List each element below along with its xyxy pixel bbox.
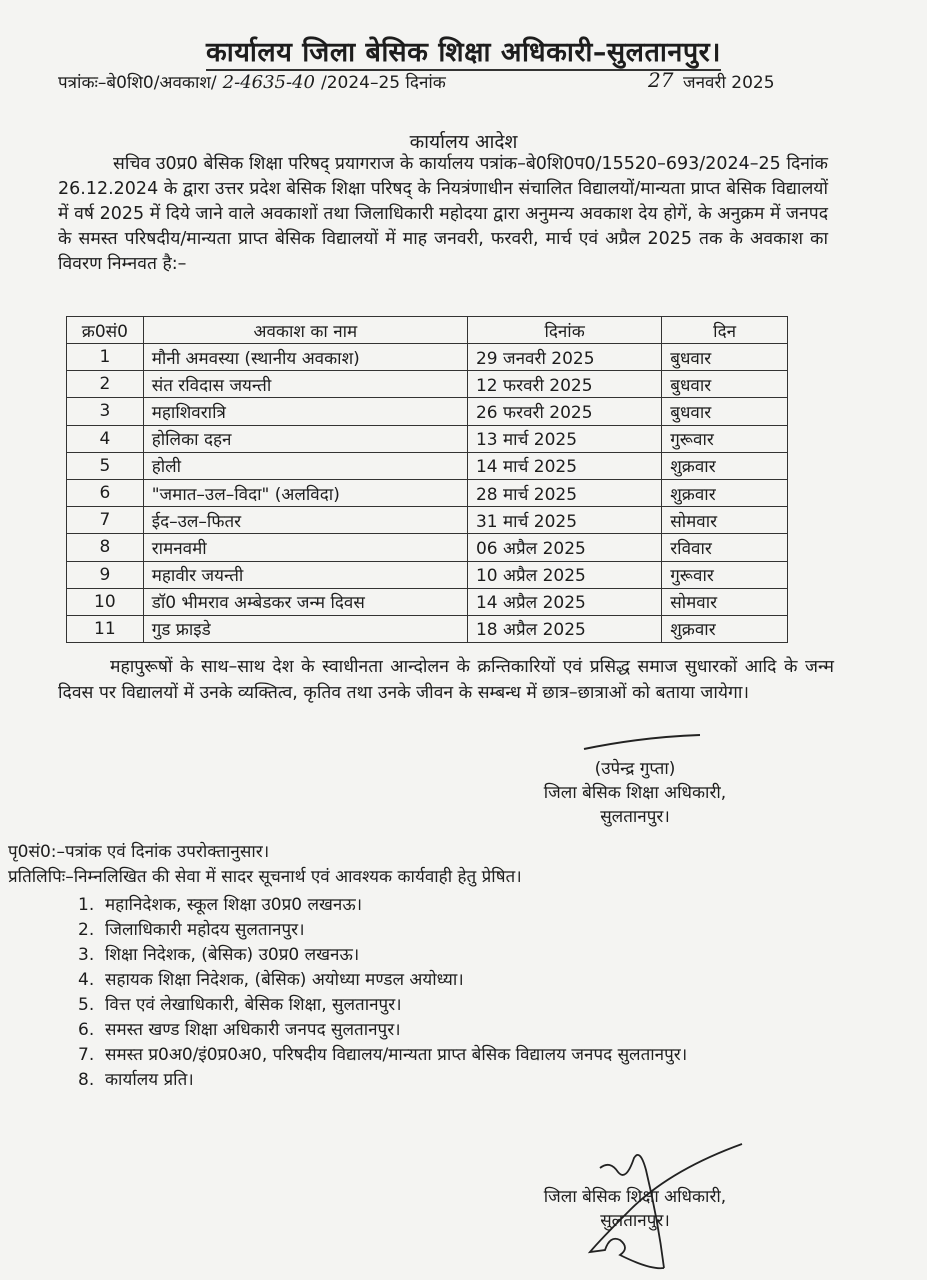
cell-sno: 9 (67, 561, 144, 588)
cell-date: 29 जनवरी 2025 (467, 344, 661, 371)
header-name: अवकाश का नाम (143, 317, 467, 344)
table-row (67, 425, 788, 452)
cell-day: सोमवार (662, 507, 788, 534)
officer-place-2: सुलतानपुर। (600, 1211, 670, 1231)
order-heading: कार्यालय आदेश (409, 131, 518, 153)
cell-sno: 2 (67, 371, 144, 398)
cell-name: होलिका दहन (143, 425, 467, 452)
table-row (67, 398, 788, 425)
cell-sno: 1 (67, 344, 144, 371)
office-title: कार्यालय जिला बेसिक शिक्षा अधिकारी–सुलतानपुर। (0, 32, 927, 69)
header-day: दिन (662, 317, 788, 344)
cell-date: 13 मार्च 2025 (467, 425, 661, 452)
cell-sno: 10 (67, 588, 144, 615)
cell-sno: 4 (67, 425, 144, 452)
cell-name: गुड फ्राइडे (143, 615, 467, 642)
table-row (67, 615, 788, 642)
cell-date: 14 अप्रैल 2025 (467, 588, 661, 615)
date-text: जनवरी 2025 (683, 73, 775, 93)
recipient-list (8, 893, 908, 1093)
cell-date: 26 फरवरी 2025 (467, 398, 661, 425)
cell-name: महावीर जयन्ती (143, 561, 467, 588)
ref-suffix: /2024–25 दिनांक (321, 73, 446, 93)
cell-day: शुक्रवार (662, 452, 788, 479)
list-item: 8. कार्यालय प्रति। (78, 1070, 194, 1090)
table-row (67, 452, 788, 479)
table-row (67, 561, 788, 588)
cell-date: 18 अप्रैल 2025 (467, 615, 661, 642)
cell-date: 12 फरवरी 2025 (467, 371, 661, 398)
cell-date: 28 मार्च 2025 (467, 479, 661, 506)
cell-sno: 7 (67, 507, 144, 534)
date-day-handwritten: 27 (648, 68, 674, 92)
copy-section (8, 840, 908, 1093)
officer-name: (उपेन्द्र गुप्ता) (594, 759, 676, 779)
signature-block-1 (505, 757, 765, 829)
cell-sno: 8 (67, 534, 144, 561)
cell-name: मौनी अमवस्या (स्थानीय अवकाश) (143, 344, 467, 371)
cell-name: महाशिवरात्रि (143, 398, 467, 425)
cell-name: डॉ0 भीमराव अम्बेडकर जन्म दिवस (143, 588, 467, 615)
table-row (67, 534, 788, 561)
header-sno: क्र0सं0 (67, 317, 144, 344)
cell-day: रविवार (662, 534, 788, 561)
cell-day: गुरूवार (662, 425, 788, 452)
cell-date: 06 अप्रैल 2025 (467, 534, 661, 561)
reference-line (58, 70, 818, 93)
cell-day: बुधवार (662, 344, 788, 371)
cell-sno: 11 (67, 615, 144, 642)
cell-name: रामनवमी (143, 534, 467, 561)
list-item: 7. समस्त प्र0अ0/इं0प्र0अ0, परिषदीय विद्यालय/मान्यता प्राप्त बेसिक विद्यालय जनपद सुलतानपुर। (78, 1045, 688, 1065)
list-item: 5. वित्त एवं लेखाधिकारी, बेसिक शिक्षा, सुलतानपुर। (78, 995, 402, 1015)
cell-day: बुधवार (662, 371, 788, 398)
cell-day: शुक्रवार (662, 615, 788, 642)
cell-date: 31 मार्च 2025 (467, 507, 661, 534)
signature-block-2 (505, 1185, 765, 1233)
list-item: 2. जिलाधिकारी महोदय सुलतानपुर। (78, 920, 305, 940)
holiday-table (66, 316, 788, 643)
cell-day: सोमवार (662, 588, 788, 615)
list-item: 1. महानिदेशक, स्कूल शिक्षा उ0प्र0 लखनऊ। (78, 895, 363, 915)
order-intro: सचिव उ0प्र0 बेसिक शिक्षा परिषद् प्रयागराज के कार्यालय पत्रांक–बे0शि0प0/15520–693/2024–25 दिनांक 26.12.2024 के द्वारा उत्तर प्रदेश बेसिक शिक्षा परिषद् के नियत्रंणाधीन संचालित विद्यालयों/मान्यता प्राप्त बेसिक विद्यालयों में वर्ष 2025 में दिये जाने वाले अवकाशों तथा जिलाधिकारी महोदया द्वारा अनुमन्य अवकाश देय होगें, के अनुक्रम में जनपद के समस्त परिषदीय/मान्यता प्राप्त बेसिक विद्यालयों में माह जनवरी, फरवरी, मार्च एवं अप्रैल 2025 तक के अवकाश का विवरण निम्नवत है:– (58, 154, 828, 274)
list-item: 4. सहायक शिक्षा निदेशक, (बेसिक) अयोध्या मण्डल अयोध्या। (78, 970, 464, 990)
header-date: दिनांक (467, 317, 661, 344)
cell-date: 10 अप्रैल 2025 (467, 561, 661, 588)
ref-number-handwritten: 2-4635-40 (222, 72, 315, 93)
cell-day: शुक्रवार (662, 479, 788, 506)
cell-date: 14 मार्च 2025 (467, 452, 661, 479)
officer-designation: जिला बेसिक शिक्षा अधिकारी, (543, 783, 727, 803)
table-header-row (67, 317, 788, 344)
table-row (67, 371, 788, 398)
cell-sno: 3 (67, 398, 144, 425)
cell-name: होली (143, 452, 467, 479)
table-row (67, 344, 788, 371)
closing-paragraph: महापुरूषों के साथ–साथ देश के स्वाधीनता आन्दोलन के क्रन्तिकारियों एवं प्रसिद्ध समाज सुधारकों आदि के जन्म दिवस पर विद्यालयों में उनके व्यक्तित्व, कृतिव तथा उनके जीवन के सम्बन्ध में छात्र–छात्राओं को बताया जायेगा। (58, 657, 834, 703)
cell-sno: 6 (67, 479, 144, 506)
cell-name: ईद–उल–फितर (143, 507, 467, 534)
list-item: 6. समस्त खण्ड शिक्षा अधिकारी जनपद सुलतानपुर। (78, 1020, 401, 1040)
table-row (67, 479, 788, 506)
cell-day: गुरूवार (662, 561, 788, 588)
signature-stroke (582, 733, 702, 753)
table-row (67, 588, 788, 615)
cell-sno: 5 (67, 452, 144, 479)
copy-to-line: प्रतिलिपिः–निम्नलिखित की सेवा में सादर सूचनार्थ एवं आवश्यक कार्यवाही हेतु प्रेषित। (8, 867, 522, 887)
table-row (67, 507, 788, 534)
cell-day: बुधवार (662, 398, 788, 425)
officer-designation-2: जिला बेसिक शिक्षा अधिकारी, (543, 1187, 727, 1207)
ref-prefix: पत्रांकः–बे0शि0/अवकाश/ (58, 73, 217, 93)
cell-name: "जमात–उल–विदा" (अलविदा) (143, 479, 467, 506)
officer-place: सुलतानपुर। (600, 807, 670, 827)
cell-name: संत रविदास जयन्ती (143, 371, 467, 398)
list-item: 3. शिक्षा निदेशक, (बेसिक) उ0प्र0 लखनऊ। (78, 945, 360, 965)
endorsement-line: पृ0सं0:–पत्रांक एवं दिनांक उपरोक्तानुसार। (8, 842, 270, 862)
